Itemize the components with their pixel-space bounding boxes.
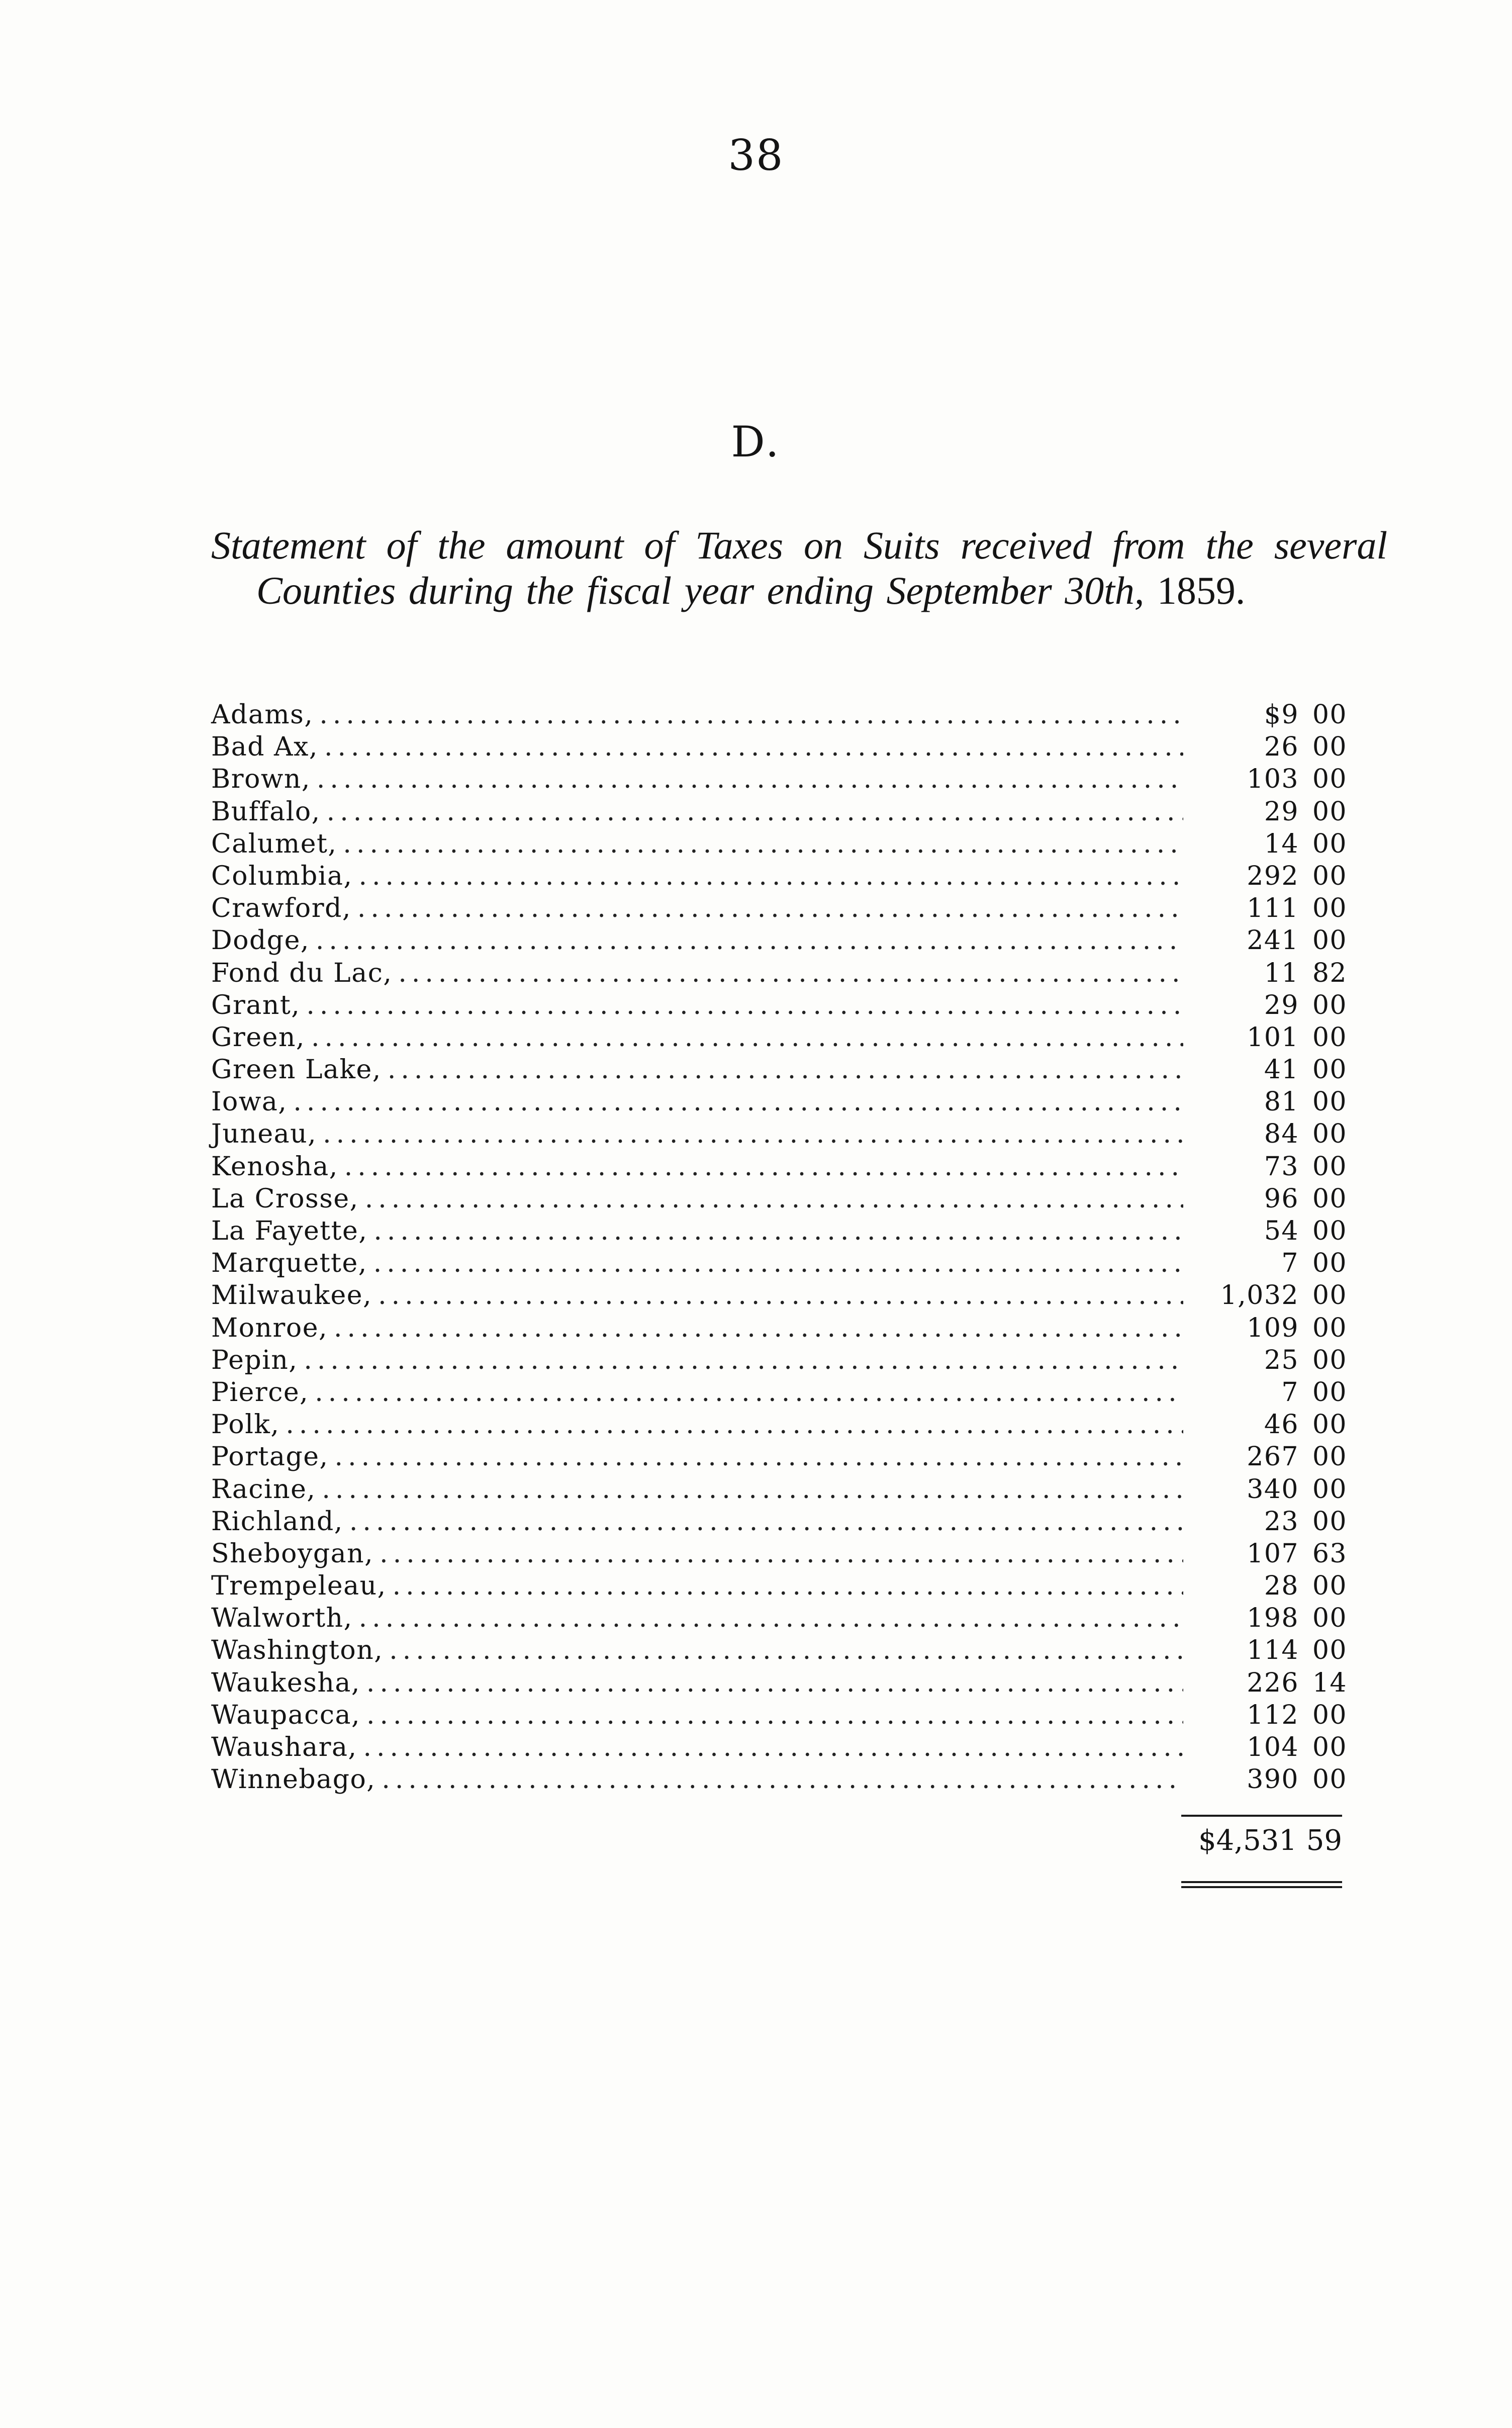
county-name: Columbia, <box>211 861 353 891</box>
dot-leader <box>349 1506 1183 1538</box>
dot-leader <box>317 763 1183 795</box>
amount-cents: 00 <box>1312 990 1347 1020</box>
amount-cents: 00 <box>1312 1571 1347 1602</box>
county-name: Iowa, <box>211 1087 288 1117</box>
amount-dollars: 292 <box>1247 861 1299 891</box>
ledger-row <box>211 1183 1347 1215</box>
amount <box>1198 989 1347 1021</box>
amount <box>1198 731 1347 763</box>
amount-dollars: 81 <box>1264 1087 1299 1117</box>
county-name: Green, <box>211 1022 305 1053</box>
dot-leader <box>366 1667 1183 1699</box>
dot-leader <box>334 1312 1183 1344</box>
ledger-row <box>211 1634 1347 1666</box>
amount-cents: 00 <box>1312 1183 1347 1214</box>
county-name: Grant, <box>211 990 301 1020</box>
amount-dollars: 29 <box>1264 796 1299 827</box>
dot-leader <box>373 1215 1183 1247</box>
amount-cents: 00 <box>1312 1377 1347 1408</box>
amount <box>1198 763 1347 795</box>
amount-cents: 00 <box>1312 1119 1347 1150</box>
county-name: Washington, <box>211 1635 384 1666</box>
amount-cents: 00 <box>1312 1313 1347 1343</box>
amount-cents: 00 <box>1312 1732 1347 1762</box>
ledger-row <box>211 1570 1347 1602</box>
amount <box>1198 1538 1347 1570</box>
ledger-row <box>211 1118 1347 1150</box>
dot-leader <box>398 957 1183 989</box>
county-name: Waukesha, <box>211 1667 360 1698</box>
amount-dollars: 114 <box>1247 1635 1299 1666</box>
amount-dollars: 107 <box>1247 1538 1299 1569</box>
amount-dollars: 340 <box>1247 1474 1299 1505</box>
amount-cents: 00 <box>1312 1087 1347 1117</box>
amount <box>1198 892 1347 924</box>
county-name: Waupacca, <box>211 1700 360 1730</box>
dot-leader <box>315 1376 1183 1409</box>
amount <box>1198 957 1347 989</box>
dot-leader <box>343 828 1183 860</box>
amount-dollars: 1,032 <box>1220 1280 1299 1311</box>
amount-dollars: 29 <box>1264 990 1299 1020</box>
ledger-row <box>211 763 1347 795</box>
county-name: Racine, <box>211 1474 316 1505</box>
amount-cents: 00 <box>1312 1410 1347 1440</box>
amount-dollars: 7 <box>1281 1377 1299 1408</box>
amount <box>1198 828 1347 860</box>
amount-cents: 00 <box>1312 828 1347 859</box>
amount-dollars: 26 <box>1264 732 1299 763</box>
county-name: Monroe, <box>211 1313 328 1343</box>
amount <box>1198 1602 1347 1634</box>
ledger-row <box>211 1731 1347 1763</box>
amount-cents: 00 <box>1312 1248 1347 1279</box>
sum-rule <box>1181 1815 1342 1817</box>
page-number: 38 <box>728 131 784 180</box>
ledger-row <box>211 1247 1347 1279</box>
county-name: Portage, <box>211 1442 329 1472</box>
ledger-row <box>211 1667 1347 1699</box>
county-name: Richland, <box>211 1506 343 1537</box>
amount-dollars: 28 <box>1264 1571 1299 1602</box>
amount <box>1198 1118 1347 1150</box>
amount-cents: 00 <box>1312 1764 1347 1795</box>
county-name: Adams, <box>211 700 314 730</box>
amount-cents: 00 <box>1312 732 1347 763</box>
amount <box>1198 1409 1347 1441</box>
amount-dollars: 73 <box>1264 1151 1299 1182</box>
dot-leader <box>323 1118 1183 1150</box>
amount <box>1198 1151 1347 1183</box>
dot-leader <box>359 1602 1183 1634</box>
ledger-row <box>211 957 1347 989</box>
amount-dollars: 14 <box>1264 828 1299 859</box>
dot-leader <box>357 892 1183 924</box>
ledger-row <box>211 828 1347 860</box>
dot-leader <box>327 796 1183 828</box>
amount-cents: 00 <box>1312 1216 1347 1246</box>
county-name: Green Lake, <box>211 1055 382 1085</box>
ledger-row <box>211 1699 1347 1731</box>
amount <box>1198 1441 1347 1473</box>
county-name: Winnebago, <box>211 1764 376 1795</box>
dot-leader <box>380 1538 1183 1570</box>
amount <box>1198 1312 1347 1344</box>
amount <box>1198 699 1347 731</box>
ledger-row <box>211 1312 1347 1344</box>
amount-dollars: 101 <box>1247 1022 1299 1053</box>
amount <box>1198 924 1347 957</box>
county-name: Trempeleau, <box>211 1571 387 1602</box>
ledger-row <box>211 1344 1347 1376</box>
ledger-row <box>211 1215 1347 1247</box>
amount <box>1198 1634 1347 1666</box>
amount-cents: 00 <box>1312 1474 1347 1505</box>
amount-dollars: 111 <box>1247 893 1299 924</box>
dot-leader <box>358 860 1183 892</box>
dot-leader <box>365 1183 1183 1215</box>
section-heading: D. <box>731 417 781 466</box>
ledger-row <box>211 1054 1347 1086</box>
ledger-row <box>211 1376 1347 1409</box>
amount-cents: 00 <box>1312 861 1347 891</box>
dot-leader <box>293 1086 1183 1118</box>
county-name: Crawford, <box>211 893 351 924</box>
amount <box>1198 1731 1347 1763</box>
ledger-row <box>211 860 1347 892</box>
dot-leader <box>304 1344 1183 1376</box>
county-name: Walworth, <box>211 1603 353 1634</box>
amount-dollars: 46 <box>1264 1410 1299 1440</box>
amount-cents: 00 <box>1312 1345 1347 1375</box>
county-name: Bad Ax, <box>211 732 318 763</box>
county-name: La Fayette, <box>211 1216 368 1246</box>
dot-leader <box>316 924 1183 957</box>
ledger-row <box>211 1441 1347 1473</box>
amount <box>1198 1376 1347 1409</box>
ledger-row <box>211 731 1347 763</box>
county-name: Sheboygan, <box>211 1538 374 1569</box>
statement-title-text: Statement of the amount of Taxes on Suits received from the several Counties during the fiscal year ending September 30th, <box>211 523 1387 612</box>
amount <box>1198 860 1347 892</box>
ledger-row <box>211 1473 1347 1506</box>
county-name: Calumet, <box>211 828 337 859</box>
county-name: Pepin, <box>211 1345 298 1375</box>
county-name: Juneau, <box>211 1119 317 1150</box>
ledger-row <box>211 1538 1347 1570</box>
amount-dollars: 25 <box>1264 1345 1299 1375</box>
ledger-row <box>211 1086 1347 1118</box>
amount <box>1198 1699 1347 1731</box>
amount <box>1198 1021 1347 1054</box>
amount-dollars: 390 <box>1247 1764 1299 1795</box>
amount <box>1198 796 1347 828</box>
amount-dollars: $9 <box>1264 700 1299 730</box>
amount-cents: 00 <box>1312 1442 1347 1472</box>
ledger-row <box>211 1021 1347 1054</box>
amount-cents: 00 <box>1312 1022 1347 1053</box>
total-block <box>1181 1815 1342 1888</box>
dot-leader <box>378 1279 1183 1312</box>
amount-cents: 00 <box>1312 796 1347 827</box>
amount-cents: 00 <box>1312 700 1347 730</box>
dot-leader <box>335 1441 1183 1473</box>
dot-leader <box>366 1699 1183 1731</box>
dot-leader <box>322 1473 1183 1506</box>
dot-leader <box>286 1409 1183 1441</box>
statement-title <box>211 523 1387 613</box>
amount-dollars: 96 <box>1264 1183 1299 1214</box>
amount-cents: 00 <box>1312 1055 1347 1085</box>
amount-dollars: 84 <box>1264 1119 1299 1150</box>
amount <box>1198 1086 1347 1118</box>
ledger-row <box>211 892 1347 924</box>
amount-cents: 00 <box>1312 893 1347 924</box>
amount <box>1198 1473 1347 1506</box>
county-name: Polk, <box>211 1410 280 1440</box>
ledger-row <box>211 1602 1347 1634</box>
county-name: Kenosha, <box>211 1151 338 1182</box>
amount <box>1198 1763 1347 1796</box>
ledger-row <box>211 1279 1347 1312</box>
county-name: Pierce, <box>211 1377 309 1408</box>
amount <box>1198 1570 1347 1602</box>
dot-leader <box>382 1763 1183 1796</box>
dot-leader <box>373 1247 1183 1279</box>
amount-dollars: 112 <box>1247 1700 1299 1730</box>
amount <box>1198 1054 1347 1086</box>
amount-dollars: 11 <box>1264 958 1299 988</box>
amount-cents: 63 <box>1312 1538 1347 1569</box>
amount-dollars: 7 <box>1281 1248 1299 1279</box>
ledger-row <box>211 989 1347 1021</box>
total-cents: 59 <box>1306 1824 1342 1857</box>
amount <box>1198 1247 1347 1279</box>
ledger-row <box>211 924 1347 957</box>
amount-dollars: 41 <box>1264 1055 1299 1085</box>
amount <box>1198 1279 1347 1312</box>
county-name: Dodge, <box>211 925 310 956</box>
dot-leader <box>311 1021 1183 1054</box>
amount-cents: 00 <box>1312 925 1347 956</box>
dot-leader <box>319 699 1183 731</box>
amount-cents: 00 <box>1312 1700 1347 1730</box>
ledger-row <box>211 1409 1347 1441</box>
total-row <box>1181 1821 1342 1861</box>
amount-cents: 00 <box>1312 1506 1347 1537</box>
dot-leader <box>344 1151 1183 1183</box>
dot-leader <box>363 1731 1184 1763</box>
county-tax-ledger <box>211 699 1347 1796</box>
county-name: Milwaukee, <box>211 1280 372 1311</box>
amount-cents: 00 <box>1312 1603 1347 1634</box>
amount-dollars: 267 <box>1247 1442 1299 1472</box>
amount-cents: 14 <box>1312 1667 1347 1698</box>
dot-leader <box>389 1634 1183 1666</box>
ledger-row <box>211 1763 1347 1796</box>
amount-cents: 00 <box>1312 764 1347 795</box>
dot-leader <box>306 989 1183 1021</box>
amount <box>1198 1667 1347 1699</box>
amount <box>1198 1183 1347 1215</box>
dot-leader <box>388 1054 1183 1086</box>
amount-dollars: 103 <box>1247 764 1299 795</box>
county-name: Brown, <box>211 764 311 795</box>
ledger-row <box>211 796 1347 828</box>
amount <box>1198 1344 1347 1376</box>
amount-dollars: 109 <box>1247 1313 1299 1343</box>
amount-cents: 00 <box>1312 1280 1347 1311</box>
statement-year: 1859. <box>1157 569 1246 612</box>
amount-dollars: 23 <box>1264 1506 1299 1537</box>
county-name: La Crosse, <box>211 1183 359 1214</box>
amount-dollars: 54 <box>1264 1216 1299 1246</box>
ledger-row <box>211 1506 1347 1538</box>
ledger-row <box>211 1151 1347 1183</box>
amount-dollars: 104 <box>1247 1732 1299 1762</box>
dot-leader <box>324 731 1183 763</box>
dot-leader <box>393 1570 1183 1602</box>
amount-dollars: 241 <box>1247 925 1299 956</box>
amount-cents: 00 <box>1312 1635 1347 1666</box>
county-name: Waushara, <box>211 1732 357 1762</box>
county-name: Fond du Lac, <box>211 958 393 988</box>
ledger-row <box>211 699 1347 731</box>
amount-dollars: 198 <box>1247 1603 1299 1634</box>
amount <box>1198 1506 1347 1538</box>
amount-cents: 00 <box>1312 1151 1347 1182</box>
total-dollars: $4,531 <box>1198 1824 1297 1857</box>
amount-dollars: 226 <box>1247 1667 1299 1698</box>
county-name: Marquette, <box>211 1248 367 1279</box>
amount <box>1198 1215 1347 1247</box>
county-name: Buffalo, <box>211 796 321 827</box>
double-rule <box>1181 1881 1342 1888</box>
amount-cents: 82 <box>1312 958 1347 988</box>
